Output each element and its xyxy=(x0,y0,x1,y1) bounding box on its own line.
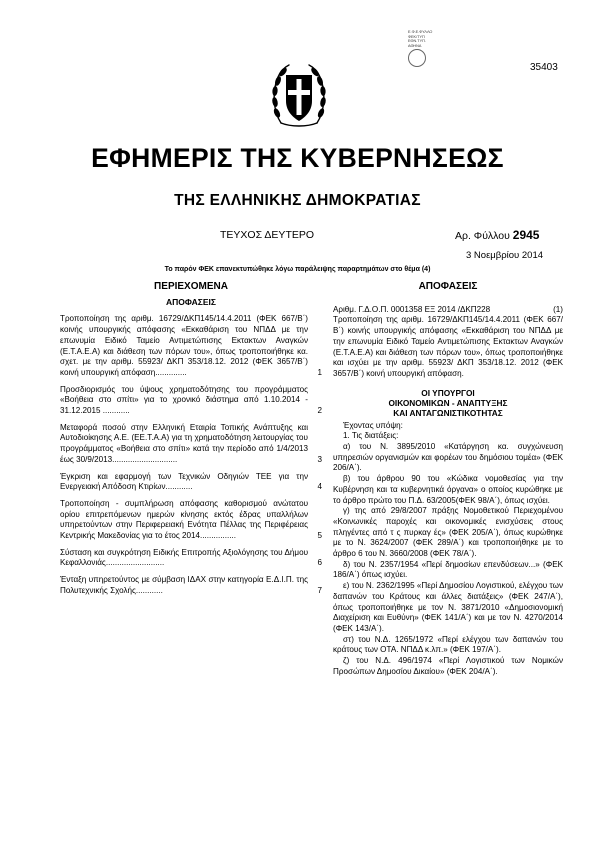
sheet-value: 2945 xyxy=(512,228,540,242)
ministers-line: ΟΙΚΟΝΟΜΙΚΩΝ - ΑΝΑΠΤΥΞΗΣ xyxy=(388,397,508,408)
entry-text: Προσδιορισμός του ύψους χρηματοδότησης του προγράμματος «Βοήθεια στο σπίτι» για το χρονικό διάστημα από 1.10.2014 - 31.12.2015 ............ xyxy=(60,384,308,416)
publisher-stamp xyxy=(408,30,442,67)
contents-entry[interactable] xyxy=(60,499,322,542)
entry-text: Ένταξη υπηρετούντος με σύμβαση ΙΔΑΧ στην κατηγορία Ε.Δ.Ι.Π. της Πολυτεχνικής Σχολής............ xyxy=(60,575,308,595)
greek-coat-of-arms-icon xyxy=(271,55,327,128)
reprint-note: Το παρόν ΦΕΚ επανεκτυπώθηκε λόγω παράλειψης παραρτημάτων στο θέμα (4) xyxy=(164,266,431,273)
provision-item: γ) της από 29/8/2007 πράξης Νομοθετικού Περιεχομένου «Κοινωνικές παροχές και οικονομικές ενισχύσεις στους πληγέντες από τ ς πυρκαγ ές» (ΦΕΚ 205/Α΄), όπως κυρώθηκε με το Ν. 3624/2007 (ΦΕΚ 289/Α΄) και τροποποιήθηκε με το άρθρο 6 του Ν. 3660/2008 (ΦΕΚ 78/Α΄). xyxy=(333,506,563,559)
contents-entry[interactable] xyxy=(60,472,322,493)
entry-page: 4 xyxy=(317,482,322,492)
sheet-number xyxy=(455,228,539,242)
entry-page: 7 xyxy=(317,585,322,595)
entry-page: 6 xyxy=(317,558,322,568)
provisions-intro: 1. Τις διατάξεις: xyxy=(343,431,399,441)
entry-page: 3 xyxy=(317,454,322,464)
decision-ref-number: (1) xyxy=(553,304,563,314)
ministers-line: ΟΙ ΥΠΟΥΡΓΟΙ xyxy=(421,387,475,398)
contents-entry[interactable] xyxy=(60,314,322,378)
contents-entry[interactable] xyxy=(60,423,322,466)
issue-date: 3 Νοεμβρίου 2014 xyxy=(466,250,544,261)
entry-page: 1 xyxy=(317,367,322,377)
contents-title: ΠΕΡΙΕΧΟΜΕΝΑ xyxy=(154,281,228,292)
decision-ref-code: Αριθμ. Γ.Δ.Ο.Π. 0001358 ΕΞ 2014 /ΔΚΠ228 xyxy=(333,304,491,314)
stamp-seal-icon xyxy=(408,49,426,67)
entry-text: Μεταφορά ποσού στην Ελληνική Εταιρία Τοπικής Ανάπτυξης και Αυτοδιοίκησης Α.Ε. (ΕΕ.Τ.Α.Α) για τη χρηματοδότηση λειτουργίας του προγράμματος «Βοήθεια στο σπίτι» κατά την περίοδο από 1/4/2013 έως 30/9/2013............................. xyxy=(60,422,308,464)
contents-entry[interactable] xyxy=(60,575,322,596)
provision-item: δ) του Ν. 2357/1954 «Περί δημοσίων επενδύσεων...» (ΦΕΚ 186/Α΄) όπως ισχύει. xyxy=(333,559,563,580)
provision-item: στ) του Ν.Δ. 1265/1972 «Περί ελέγχου των δαπανών του κράτους των ΟΤΑ. ΝΠΔΔ κ.λπ.» (ΦΕΚ 197/Α΄). xyxy=(333,634,563,655)
decision-summary: Τροποποίηση της αριθμ. 16729/ΔΚΠ145/14.4.2011 (ΦΕΚ 667/Β΄) κοινής υπουργικής απόφασης «Εκκαθάριση του ΝΠΔΔ με την επωνυμία Ειδικό Ταμείο Αντιμετώπισης Εκτακτων Αναγκών (Ε.Τ.Α.Ε.Α) και διάθεση των πόρων του», όπως τροποποιήθηκε και ισχύει με την αριθμ. 55923/ ΔΚΠ 353/18.12. 2012 (ΦΕΚ 3657/Β΄) κοινή υπουργική απόφαση. xyxy=(333,315,563,378)
stamp-line: ΕΘΝ.ΤΥΠ. xyxy=(408,39,426,44)
stamp-line: Ε.Φ.Ε.ΦΥΛΛΟ xyxy=(408,30,433,34)
page-number: 35403 xyxy=(530,62,558,73)
entry-text: Έγκριση και εφαρμογή των Τεχνικών Οδηγιών ΤΕΕ για την Ενεργειακή Απόδοση Κτιρίων............ xyxy=(60,471,308,492)
ministers-line: ΚΑΙ ΑΝΤΑΓΩΝΙΣΤΙΚΟΤΗΤΑΣ xyxy=(393,407,503,418)
decision-reference xyxy=(333,305,563,316)
stamp-line: ΑΘΗΝΑ xyxy=(408,43,422,48)
contents-section: ΑΠΟΦΑΣΕΙΣ xyxy=(165,296,216,307)
entry-page: 2 xyxy=(317,406,322,416)
entry-page: 5 xyxy=(317,531,322,541)
stamp-line: ΦΕΚ/ΤΥΠ xyxy=(408,34,425,39)
provision-item: β) του άρθρου 90 του «Κώδικα νομοθεσίας για την Κυβέρνηση και τα κυβερνητικά όργανα» ο οποίος κυρώθηκε με το άρθρο πρώτο του Π.Δ. 63/2005(ΦΕΚ 98/Α΄), όπως ισχύει. xyxy=(333,474,563,505)
provision-item: ζ) του Ν.Δ. 496/1974 «Περί Λογιστικού των Νομικών Προσώπων Δημοσίου Δικαίου» (ΦΕΚ 204/Α΄). xyxy=(333,656,563,676)
provision-item: α) του Ν. 3895/2010 «Κατάργηση κα. συγχώνευση υπηρεσιών οργανισμών και φορέων του δημόσιου τομέα» (ΦΕΚ 206/Α΄). xyxy=(333,442,563,473)
issue-label: ΤΕΥΧΟΣ ΔΕΥΤΕΡΟ xyxy=(220,229,315,241)
page-subtitle: ΤΗΣ ΕΛΛΗΝΙΚΗΣ ΔΗΜΟΚΡΑΤΙΑΣ xyxy=(174,192,421,209)
entry-text: Τροποποίηση - συμπλήρωση απόφασης καθορισμού ανώτατου ορίου επιτρεπόμενων ημερών κίνησης εκτός έδρας υπαλλήλων υπηρετούντων στην Περιφερειακή Ενότητα Πέλλας της Περιφέρειας Κεντρικής Μακεδονίας για το έτος 2014................ xyxy=(60,498,308,541)
sheet-label: Αρ. Φύλλου xyxy=(455,230,510,242)
entry-text: Τροποποίηση της αριθμ. 16729/ΔΚΠ145/14.4.2011 (ΦΕΚ 667/Β΄) κοινής υπουργικής απόφασης «Εκκαθάριση του ΝΠΔΔ με την επωνυμία Ειδικό Ταμείο Αντιμετώπισης Εκτακτων Αναγκών (Ε.Τ.Α.Ε.Α) και διάθεση των πόρων του», όπως τροποποιήθηκε κα. σχετ. με την αριθμ. 55923/ ΔΚΠ 353/18.12. 2012 (ΦΕΚ 3657/Β΄) κοινή υπουργική απόφαση.............. xyxy=(60,314,308,377)
contents-entry[interactable] xyxy=(60,548,322,569)
ministers-heading xyxy=(333,388,563,418)
decisions-title: ΑΠΟΦΑΣΕΙΣ xyxy=(418,281,478,292)
decisions-column xyxy=(333,282,563,678)
contents-column xyxy=(60,282,322,603)
contents-entry[interactable] xyxy=(60,385,322,417)
provision-item: ε) του Ν. 2362/1995 «Περί Δημοσίου Λογιστικού, ελέγχου των δαπανών του Κράτους και άλλες διατάξεις» (ΦΕΚ 247/Α΄), όπως τροποποιήθηκε με τον Ν. 3871/2010 «Δημοσιονομική Διαχείριση και Ευθύνη» (ΦΕΚ 141/Α΄) και με τον Ν. 4270/2014 (ΦΕΚ 143/Α΄). xyxy=(333,581,563,633)
having-in-mind: Έχοντας υπόψη: xyxy=(343,420,403,430)
page-title: ΕΦΗΜΕΡΙΣ ΤΗΣ ΚΥΒΕΡΝΗΣΕΩΣ xyxy=(91,143,504,173)
entry-text: Σύσταση και συγκρότηση Ειδικής Επιτροπής Αξιολόγησης του Δήμου Κεφαλλονιάς.......................... xyxy=(60,547,308,568)
